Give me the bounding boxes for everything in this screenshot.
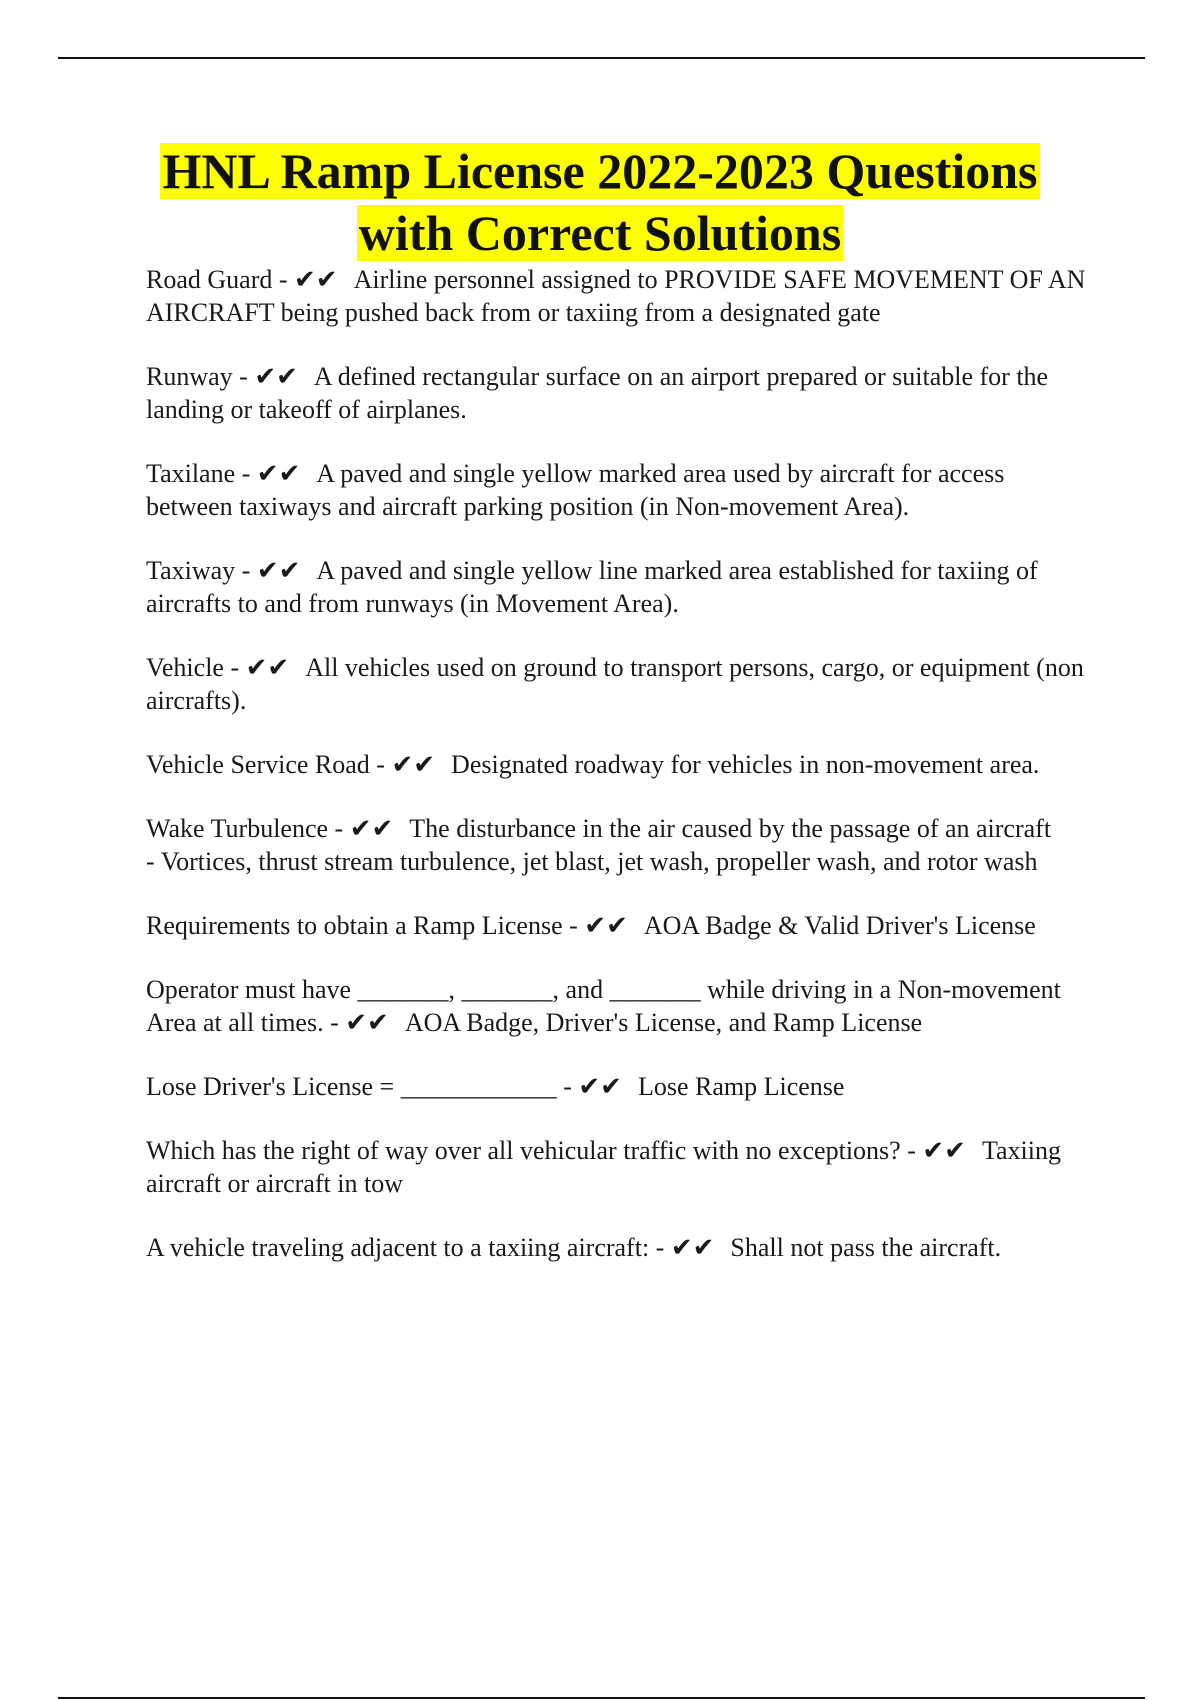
qa-term: A vehicle traveling adjacent to a taxiing aircraft: - [146,1233,671,1262]
qa-entry [146,1231,1096,1264]
qa-term: Road Guard - [146,265,295,294]
qa-answer: Airline personnel assigned to PROVIDE SAFE MOVEMENT OF AN AIRCRAFT being pushed back from or taxiing from a designated gate [146,265,1091,327]
qa-answer: All vehicles used on ground to transport persons, cargo, or equipment (non aircrafts). [146,653,1091,715]
title-line-1: HNL Ramp License 2022-2023 Questions [162,143,1038,199]
qa-entry [146,973,1096,1039]
qa-entry [146,909,1096,942]
qa-answer: AOA Badge, Driver's License, and Ramp License [404,1008,923,1037]
check-mark-icon: ✔✔ [922,1136,966,1165]
qa-answer: The disturbance in the air caused by the passage of an aircraft - Vortices, thrust stream turbulence, jet blast, jet wash, propeller wash, and rotor wash [146,814,1052,876]
qa-answer: AOA Badge & Valid Driver's License [643,911,1036,940]
check-mark-icon: ✔✔ [391,750,436,779]
check-mark-icon: ✔✔ [670,1233,715,1262]
check-mark-icon: ✔✔ [584,911,628,940]
qa-entry [146,360,1096,426]
qa-entry [146,651,1096,717]
qa-term: Operator must have _______, _______, and _______ while driving in a Non-movement Area at all times. - [146,975,1066,1037]
qa-entry [146,554,1096,620]
qa-term: Taxilane - [146,459,257,488]
qa-answer: A paved and single yellow marked area used by aircraft for access between taxiways and aircraft parking position (in Non-movement Area). [146,459,1011,521]
qa-term: Which has the right of way over all vehicular traffic with no exceptions? - [146,1136,923,1165]
qa-term: Requirements to obtain a Ramp License - [146,911,585,940]
check-mark-icon: ✔✔ [345,1008,389,1037]
check-mark-icon: ✔✔ [256,556,301,585]
check-mark-icon: ✔✔ [578,1072,622,1101]
header-rule [58,57,1145,59]
qa-term: Wake Turbulence - [146,814,350,843]
qa-answer: Shall not pass the aircraft. [730,1233,1002,1262]
document-title [0,140,1200,264]
qa-entry [146,263,1096,329]
check-mark-icon: ✔✔ [256,459,301,488]
qa-answer: Lose Ramp License [637,1072,845,1101]
qa-term: Runway - [146,362,255,391]
qa-entry [146,457,1096,523]
qa-entry [146,1070,1096,1103]
check-mark-icon: ✔✔ [254,362,298,391]
qa-answer: A defined rectangular surface on an airport prepared or suitable for the landing or takeoff of airplanes. [146,362,1055,424]
qa-entry [146,812,1096,878]
check-mark-icon: ✔✔ [245,653,290,682]
title-line-2: with Correct Solutions [358,205,842,261]
question-answer-list [146,263,1096,1295]
footer-rule [58,1697,1145,1699]
qa-entry [146,1134,1096,1200]
qa-term: Vehicle Service Road - [146,750,392,779]
qa-term: Lose Driver's License = ____________ - [146,1072,579,1101]
qa-answer: Designated roadway for vehicles in non-movement area. [451,750,1040,779]
qa-entry [146,748,1096,781]
check-mark-icon: ✔✔ [349,814,394,843]
qa-term: Vehicle - [146,653,246,682]
check-mark-icon: ✔✔ [294,265,338,294]
qa-answer: A paved and single yellow line marked area established for taxiing of aircrafts to and from runways (in Movement Area). [146,556,1045,618]
qa-answer: Taxiing aircraft or aircraft in tow [146,1136,1068,1198]
qa-term: Taxiway - [146,556,257,585]
